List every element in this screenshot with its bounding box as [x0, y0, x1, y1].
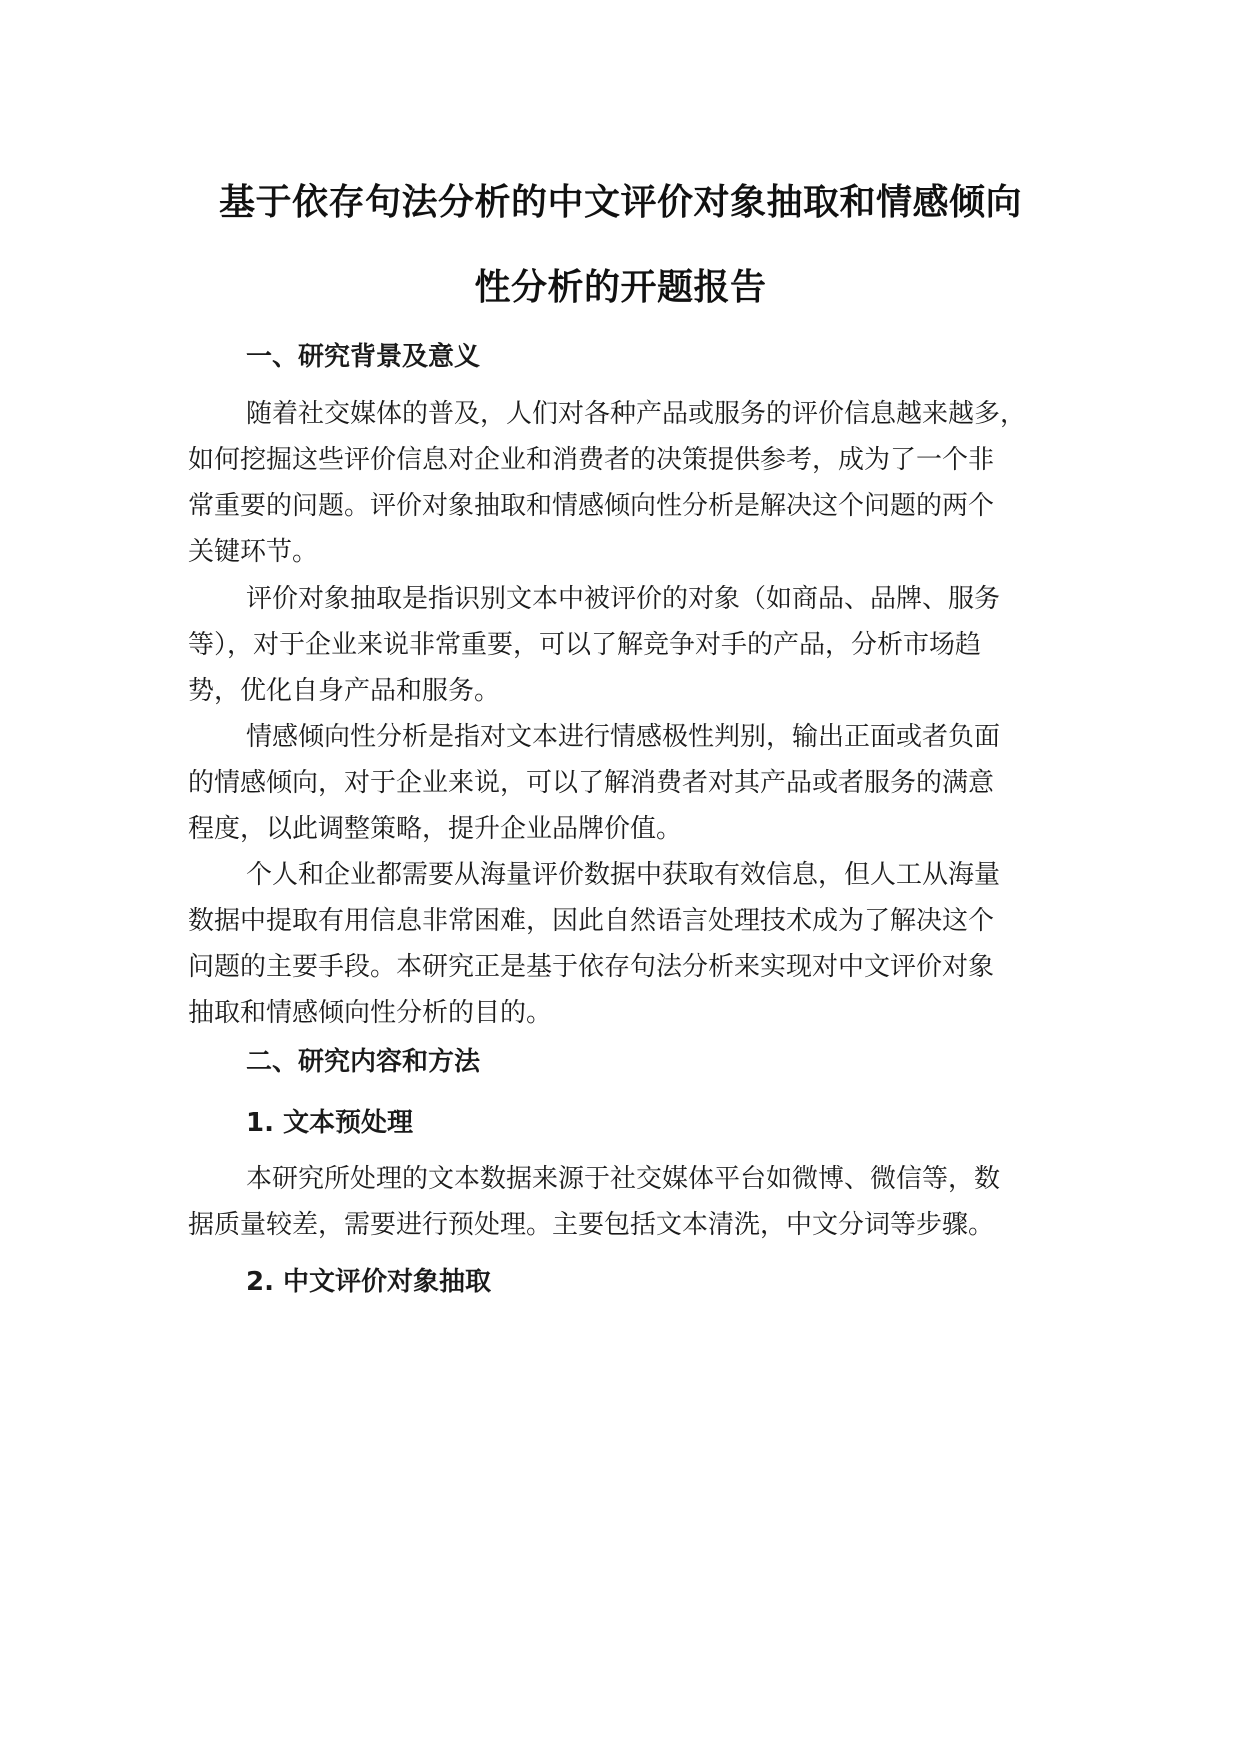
section-heading-background: 一、研究背景及意义: [246, 342, 481, 372]
paragraph-sentiment-analysis: [188, 714, 1048, 852]
paragraph-line: 数据中提取有用信息非常困难，因此自然语言处理技术成为了解决这个: [188, 906, 995, 936]
paragraph-nlp-motivation: [188, 852, 1048, 1036]
paragraph-line: 情感倾向性分析是指对文本进行情感极性判别，输出正面或者负面: [246, 722, 1001, 752]
paragraph-line: 程度，以此调整策略，提升企业品牌价值。: [188, 814, 683, 844]
paragraph-line: 问题的主要手段。本研究正是基于依存句法分析来实现对中文评价对象: [188, 952, 995, 982]
subsection-heading-preprocessing: 1. 文本预处理: [246, 1108, 414, 1138]
paragraph-line: 个人和企业都需要从海量评价数据中获取有效信息，但人工从海量: [246, 860, 1001, 890]
paragraph-line: 本研究所处理的文本数据来源于社交媒体平台如微博、微信等，数: [246, 1164, 1001, 1194]
paragraph-social-media: [188, 391, 1048, 575]
paragraph-line: 随着社交媒体的普及，人们对各种产品或服务的评价信息越来越多，: [246, 399, 1027, 429]
paragraph-line: 抽取和情感倾向性分析的目的。: [188, 998, 553, 1028]
paragraph-line: 评价对象抽取是指识别文本中被评价的对象（如商品、品牌、服务: [246, 584, 1001, 614]
paragraph-line: 势，优化自身产品和服务。: [188, 676, 501, 706]
paragraph-line: 等），对于企业来说非常重要，可以了解竞争对手的产品，分析市场趋: [188, 630, 982, 660]
paragraph-line: 如何挖掘这些评价信息对企业和消费者的决策提供参考，成为了一个非: [188, 445, 995, 475]
document-title-line-1: 基于依存句法分析的中文评价对象抽取和情感倾向: [218, 182, 1022, 223]
paragraph-line: 的情感倾向，对于企业来说，可以了解消费者对其产品或者服务的满意: [188, 768, 995, 798]
paragraph-object-extraction: [188, 576, 1048, 714]
paragraph-preprocessing: [188, 1156, 1048, 1248]
paragraph-line: 常重要的问题。评价对象抽取和情感倾向性分析是解决这个问题的两个: [188, 491, 995, 521]
paragraph-line: 据质量较差，需要进行预处理。主要包括文本清洗，中文分词等步骤。: [188, 1210, 995, 1240]
subsection-heading-object-extraction: 2. 中文评价对象抽取: [246, 1267, 492, 1297]
document-title-line-2: 性分析的开题报告: [474, 267, 767, 308]
section-heading-methods: 二、研究内容和方法: [246, 1047, 481, 1077]
paragraph-line: 关键环节。: [188, 537, 319, 567]
